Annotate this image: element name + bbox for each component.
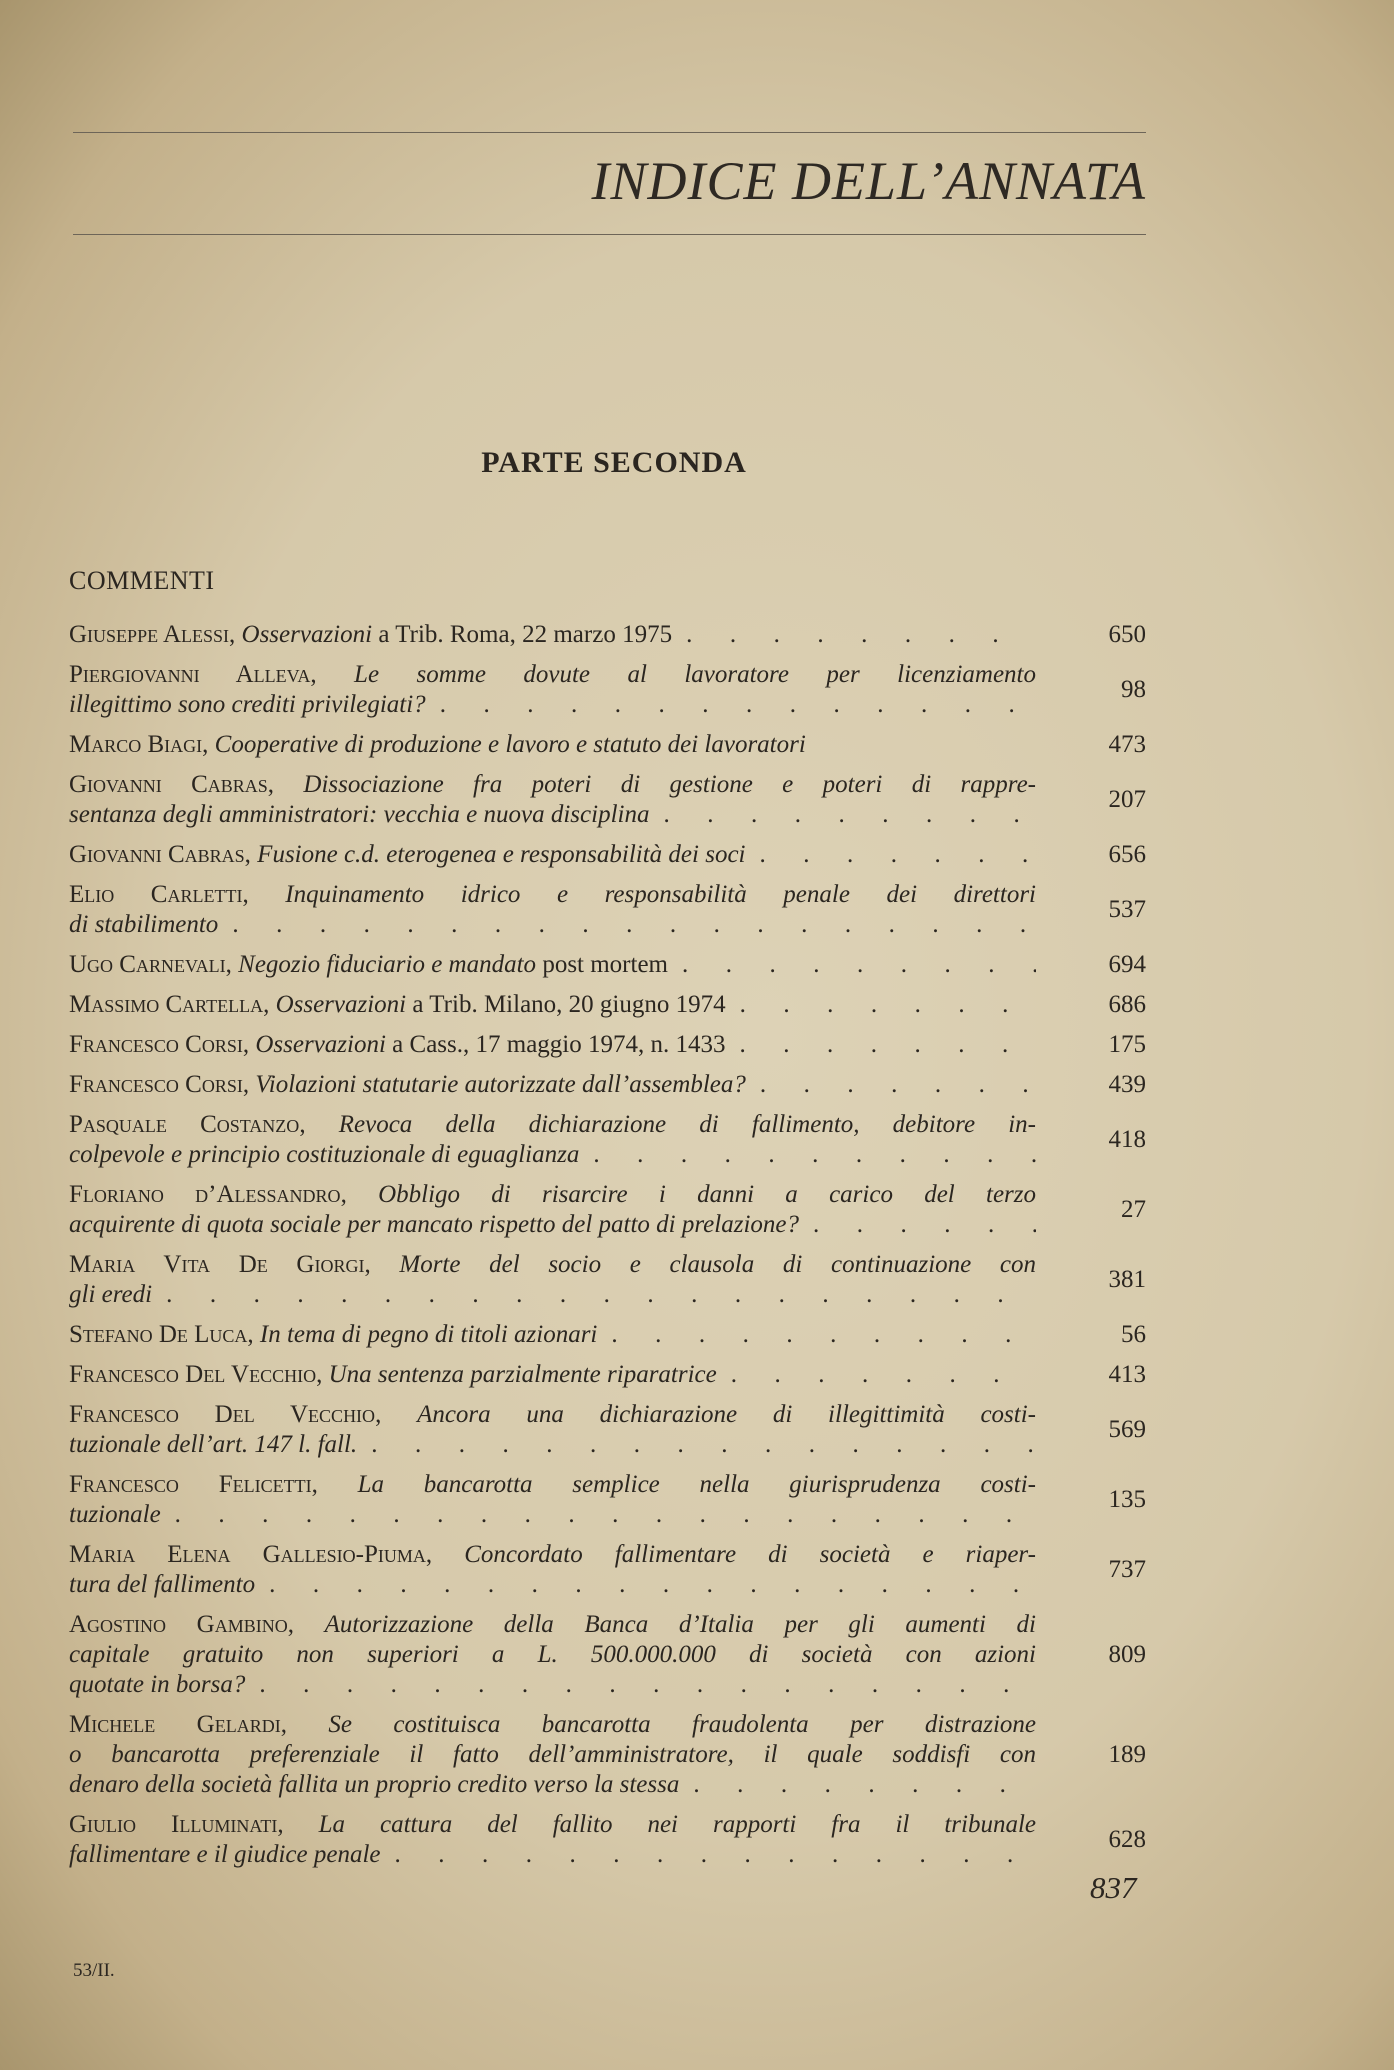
entry-line — [69, 1670, 1036, 1700]
entry-text-segment: , — [244, 841, 258, 868]
dot-leader — [152, 1280, 1036, 1310]
entry-text-segment: , — [340, 1181, 379, 1208]
index-entry — [69, 1110, 1146, 1170]
entry-page-number: 189 — [1108, 1741, 1146, 1768]
entry-page-number: 56 — [1121, 1321, 1146, 1348]
entry-title: illegittimo sono crediti privilegiati? — [69, 691, 426, 718]
dot-leader — [579, 1140, 1036, 1170]
entry-page-number: 737 — [1108, 1556, 1146, 1583]
entry-line — [69, 620, 1036, 650]
entry-line-content — [69, 910, 218, 940]
entry-line-content — [69, 1840, 381, 1870]
entry-title: capitale gratuito non superiori a L. 500.000.000 di società con azioni — [69, 1641, 1036, 1668]
entry-line — [69, 1140, 1036, 1170]
entry-title: Cooperative di produzione e lavoro e statuto dei lavoratori — [214, 731, 806, 758]
entry-title: Morte del socio e clausola di continuazione con — [399, 1251, 1037, 1278]
entry-line-content — [69, 1741, 1036, 1768]
entry-text — [69, 1250, 1036, 1310]
entry-text-segment: , — [247, 1321, 260, 1348]
entry-text — [69, 1710, 1036, 1800]
dot-leader — [746, 1070, 1036, 1100]
entry-line-content — [69, 1210, 799, 1240]
entry-text-segment: , — [310, 661, 355, 688]
dot-leader — [746, 840, 1037, 870]
entry-author: Maria Elena Gallesio-Piuma — [69, 1541, 426, 1568]
entry-author: Francesco Corsi — [69, 1031, 243, 1058]
entry-text-segment: , — [299, 1111, 339, 1138]
entry-line — [69, 730, 1036, 760]
entry-text-segment: , — [202, 731, 215, 758]
signature-mark: 53/II. — [73, 1960, 115, 1981]
entry-author: Francesco Del Vecchio — [69, 1401, 376, 1428]
entry-text-segment: , — [364, 1251, 400, 1278]
entry-page-number: 628 — [1108, 1826, 1146, 1853]
entry-line-content — [69, 990, 726, 1020]
index-entry — [69, 990, 1146, 1020]
entry-title: sentanza degli amministratori: vecchia e nuova disciplina — [69, 801, 650, 828]
entry-page-number: 473 — [1108, 731, 1146, 758]
entry-page-number: 686 — [1108, 991, 1146, 1018]
entry-title: Concordato fallimentare di società e riaper- — [464, 1541, 1036, 1568]
entry-text-segment: , — [229, 621, 242, 648]
entry-line-content — [69, 800, 649, 830]
index-entry — [69, 1540, 1146, 1600]
dot-leader — [161, 1500, 1036, 1530]
entry-page-number: 694 — [1108, 951, 1146, 978]
entry-text — [69, 1030, 1036, 1060]
entry-line-content — [69, 1711, 1036, 1738]
bottom-rule — [73, 234, 1146, 235]
entry-author: Elio Carletti — [69, 881, 243, 908]
entry-line-content — [69, 1570, 255, 1600]
entry-line-content — [69, 620, 672, 650]
entry-title: Obbligo di risarcire i danni a carico del terzo — [378, 1181, 1037, 1208]
entry-line — [69, 1610, 1036, 1640]
entry-text — [69, 730, 1036, 760]
entry-line-content — [69, 1500, 161, 1530]
entry-page-number: 537 — [1108, 896, 1146, 923]
entry-title: La cattura del fallito nei rapporti fra il tribunale — [318, 1811, 1037, 1838]
dot-leader — [649, 800, 1036, 830]
entry-line-content — [69, 1541, 1036, 1568]
entry-line-content — [69, 1811, 1036, 1838]
entry-line — [69, 1180, 1036, 1210]
entry-title: Negozio fiduciario e mandato — [238, 951, 537, 978]
entry-text — [69, 1470, 1036, 1530]
entry-line — [69, 1840, 1036, 1870]
entry-line-content — [69, 1471, 1036, 1498]
entry-text-segment: , — [287, 1611, 325, 1638]
entry-title: colpevole e principio costituzionale di eguaglianza — [69, 1141, 580, 1168]
entry-title: Se costituisca bancarotta fraudolenta per distrazione — [328, 1711, 1036, 1738]
entry-page-number: 135 — [1108, 1486, 1146, 1513]
entry-line — [69, 1810, 1036, 1840]
entry-page-number: 418 — [1108, 1126, 1146, 1153]
entry-text-segment: , — [280, 1711, 329, 1738]
entry-text — [69, 1400, 1036, 1460]
entry-line — [69, 840, 1036, 870]
entry-line-content — [69, 1070, 746, 1100]
entry-title: tuzionale — [69, 1501, 161, 1528]
entry-title: Inquinamento idrico e responsabilità penale dei direttori — [285, 881, 1036, 908]
entry-page-number: 27 — [1121, 1196, 1146, 1223]
entry-line — [69, 1070, 1036, 1100]
entry-line — [69, 1030, 1036, 1060]
entry-line — [69, 1570, 1036, 1600]
entry-text — [69, 1320, 1036, 1350]
section-heading: COMMENTI — [69, 566, 215, 595]
entry-line — [69, 1500, 1036, 1530]
entry-page-number: 569 — [1108, 1416, 1146, 1443]
entry-page-number: 381 — [1108, 1266, 1146, 1293]
entry-author: Marco Biagi — [69, 731, 203, 758]
entry-text-segment: a Cass., 17 maggio 1974, n. 1433 — [385, 1031, 726, 1058]
entry-page-number: 650 — [1108, 621, 1146, 648]
entry-page-number: 98 — [1121, 676, 1146, 703]
entry-line-content — [69, 661, 1036, 688]
index-entry — [69, 660, 1146, 720]
entry-line — [69, 1210, 1036, 1240]
entry-title: Osservazioni — [275, 991, 407, 1018]
dot-leader — [717, 1360, 1036, 1390]
index-entry — [69, 1030, 1146, 1060]
entry-text-segment: , — [267, 771, 304, 798]
entry-text — [69, 1610, 1036, 1700]
entry-title: o bancarotta preferenziale il fatto dell’amministratore, il quale soddisfi con — [69, 1741, 1036, 1768]
entry-text — [69, 880, 1036, 940]
entry-line-content — [69, 1430, 357, 1460]
entry-text-segment: a Trib. Roma, 22 marzo 1975 — [372, 621, 673, 648]
entry-line-content — [69, 1401, 1036, 1428]
entry-text-segment: , — [242, 1071, 256, 1098]
entry-author: Giuseppe Alessi — [69, 621, 230, 648]
dot-leader — [218, 910, 1036, 940]
part-heading: PARTE SECONDA — [481, 446, 747, 479]
entry-line-content — [69, 1360, 717, 1390]
entry-author: Francesco Felicetti — [69, 1471, 312, 1498]
entry-line — [69, 1540, 1036, 1570]
dot-leader — [679, 1770, 1036, 1800]
entry-text-segment: , — [263, 991, 276, 1018]
entry-line — [69, 770, 1036, 800]
entry-line — [69, 1280, 1036, 1310]
entry-line — [69, 1740, 1036, 1770]
entry-title: Fusione c.d. eterogenea e responsabilità dei soci — [257, 841, 746, 868]
entry-text-segment: , — [375, 1401, 418, 1428]
entry-author: Giovanni Cabras — [69, 841, 245, 868]
entry-title: Dissociazione fra poteri di gestione e poteri di rappre- — [303, 771, 1037, 798]
index-entry — [69, 1250, 1146, 1310]
dot-leader — [597, 1320, 1036, 1350]
entry-page-number: 175 — [1108, 1031, 1146, 1058]
entry-line-content — [69, 1770, 679, 1800]
index-entry — [69, 840, 1146, 870]
entry-text — [69, 1110, 1036, 1170]
entry-line-content — [69, 730, 806, 760]
entry-text — [69, 990, 1036, 1020]
entry-title: di stabilimento — [69, 911, 219, 938]
entry-line — [69, 660, 1036, 690]
entry-page-number: 207 — [1108, 786, 1146, 813]
index-entry — [69, 1810, 1146, 1870]
entry-title: Una sentenza parzialmente riparatrice — [328, 1361, 717, 1388]
dot-leader — [668, 950, 1036, 980]
entry-title: fallimentare e il giudice penale — [69, 1841, 381, 1868]
index-entry — [69, 1610, 1146, 1700]
entry-line — [69, 1640, 1036, 1670]
entry-line-content — [69, 1030, 726, 1060]
index-entry — [69, 950, 1146, 980]
index-entries — [69, 620, 1146, 1880]
index-entry — [69, 1320, 1146, 1350]
entry-author: Maria Vita De Giorgi — [69, 1251, 365, 1278]
entry-title: denaro della società fallita un proprio credito verso la stessa — [69, 1771, 680, 1798]
entry-text-segment: , — [242, 1031, 256, 1058]
entry-text — [69, 1540, 1036, 1600]
entry-title: tuzionale dell’art. 147 l. fall. — [69, 1431, 358, 1458]
entry-text-segment: , — [311, 1471, 358, 1498]
entry-line — [69, 990, 1036, 1020]
dot-leader — [381, 1840, 1037, 1870]
page-title: INDICE DELL’ANNATA — [591, 151, 1146, 211]
index-entry — [69, 730, 1146, 760]
entry-title: Autorizzazione della Banca d’Italia per gli aumenti di — [324, 1611, 1036, 1638]
entry-title: Revoca della dichiarazione di fallimento, debitore in- — [338, 1111, 1036, 1138]
entry-title: Le somme dovute al lavoratore per licenziamento — [354, 661, 1037, 688]
entry-author: Pasquale Costanzo — [69, 1111, 300, 1138]
entry-line-content — [69, 1280, 152, 1310]
entry-author: Michele Gelardi — [69, 1711, 281, 1738]
entry-page-number: 809 — [1108, 1641, 1146, 1668]
entry-line — [69, 800, 1036, 830]
entry-line — [69, 1710, 1036, 1740]
index-entry — [69, 1070, 1146, 1100]
entry-title: Osservazioni — [241, 621, 373, 648]
entry-line-content — [69, 1111, 1036, 1138]
entry-line-content — [69, 1611, 1036, 1638]
entry-title: Osservazioni — [255, 1031, 386, 1058]
entry-line — [69, 880, 1036, 910]
index-entry — [69, 1470, 1146, 1530]
entry-page-number: 413 — [1108, 1361, 1146, 1388]
index-entry — [69, 1400, 1146, 1460]
entry-text — [69, 770, 1036, 830]
dot-leader — [726, 1030, 1037, 1060]
entry-title: La bancarotta semplice nella giurisprudenza costi- — [357, 1471, 1036, 1498]
entry-author: Francesco Corsi — [69, 1071, 243, 1098]
entry-author: Ugo Carnevali — [69, 951, 226, 978]
entry-line — [69, 1470, 1036, 1500]
entry-line-content — [69, 1320, 597, 1350]
entry-author: Piergiovanni Alleva — [69, 661, 311, 688]
entry-line-content — [69, 1140, 579, 1170]
entry-title: gli eredi — [69, 1281, 153, 1308]
entry-text — [69, 1070, 1036, 1100]
entry-text-segment: , — [277, 1811, 319, 1838]
entry-text — [69, 1180, 1036, 1240]
entry-line-content — [69, 1181, 1036, 1208]
entry-text-segment: a Trib. Milano, 20 giugno 1974 — [406, 991, 726, 1018]
entry-line — [69, 1250, 1036, 1280]
entry-title: Violazioni statutarie autorizzate dall’assemblea? — [255, 1071, 746, 1098]
entry-line — [69, 1360, 1036, 1390]
entry-author: Stefano De Luca — [69, 1321, 248, 1348]
entry-author: Francesco Del Vecchio — [69, 1361, 317, 1388]
entry-title: Ancora una dichiarazione di illegittimità costi- — [417, 1401, 1037, 1428]
entry-author: Agostino Gambino — [69, 1611, 288, 1638]
entry-text — [69, 1810, 1036, 1870]
entry-line-content — [69, 1251, 1036, 1278]
dot-leader — [357, 1430, 1036, 1460]
top-rule — [73, 132, 1146, 133]
entry-author: Giulio Illuminati — [69, 1811, 278, 1838]
entry-text — [69, 950, 1036, 980]
entry-line — [69, 1430, 1036, 1460]
entry-line-content — [69, 690, 426, 720]
entry-line-content — [69, 840, 746, 870]
entry-text-segment: , — [425, 1541, 465, 1568]
index-entry — [69, 880, 1146, 940]
entry-text-segment: , — [316, 1361, 329, 1388]
entry-author: Massimo Cartella — [69, 991, 264, 1018]
index-entry — [69, 770, 1146, 830]
dot-leader — [245, 1670, 1036, 1700]
entry-line-content — [69, 1670, 245, 1700]
entry-text — [69, 620, 1036, 650]
entry-author: Giovanni Cabras — [69, 771, 268, 798]
index-entry — [69, 620, 1146, 650]
entry-line — [69, 910, 1036, 940]
entry-line-content — [69, 1641, 1036, 1668]
entry-title: acquirente di quota sociale per mancato rispetto del patto di prelazione? — [69, 1211, 799, 1238]
entry-page-number: 439 — [1108, 1071, 1146, 1098]
dot-leader — [672, 620, 1036, 650]
entry-text — [69, 660, 1036, 720]
entry-title: quotate in borsa? — [69, 1671, 246, 1698]
entry-author: Floriano d’Alessandro — [69, 1181, 341, 1208]
entry-line-content — [69, 881, 1036, 908]
entry-title: tura del fallimento — [69, 1571, 256, 1598]
index-entry — [69, 1180, 1146, 1240]
entry-line — [69, 1320, 1036, 1350]
dot-leader — [726, 990, 1036, 1020]
entry-text-segment: post mortem — [536, 951, 668, 978]
dot-leader — [426, 690, 1036, 720]
entry-text — [69, 840, 1036, 870]
index-entry — [69, 1710, 1146, 1800]
entry-line-content — [69, 950, 668, 980]
entry-text — [69, 1360, 1036, 1390]
entry-line — [69, 1770, 1036, 1800]
entry-page-number: 656 — [1108, 841, 1146, 868]
entry-line — [69, 950, 1036, 980]
dot-leader — [255, 1570, 1036, 1600]
index-entry — [69, 1360, 1146, 1390]
entry-text-segment: , — [225, 951, 239, 978]
dot-leader — [799, 1210, 1036, 1240]
entry-line-content — [69, 771, 1036, 798]
entry-title: In tema di pegno di titoli azionari — [259, 1321, 598, 1348]
entry-line — [69, 1400, 1036, 1430]
entry-line — [69, 1110, 1036, 1140]
entry-line — [69, 690, 1036, 720]
entry-text-segment: , — [242, 881, 286, 908]
page-number: 837 — [1090, 1870, 1137, 1905]
